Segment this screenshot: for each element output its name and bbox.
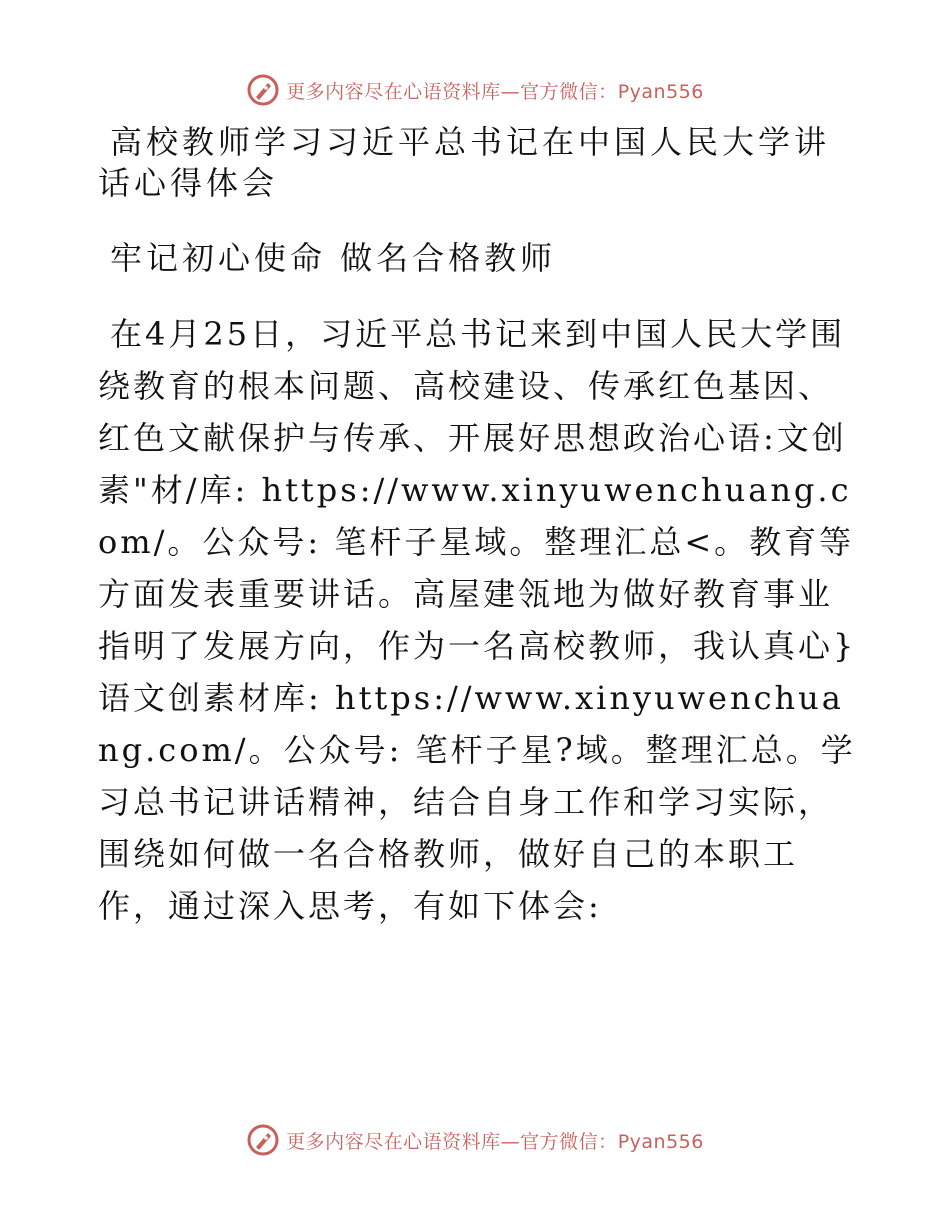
- banner-wechat-label: 官方微信：: [520, 1130, 618, 1153]
- banner-wechat-id: Pyan556: [617, 80, 704, 103]
- document-body: 在4月25日，习近平总书记来到中国人民大学围绕教育的根本问题、高校建设、传承红色基因、红色文献保护与传承、开展好思想政治心语:文创素"材/库: https://www.xinyuwenchuang.com/。公众号: 笔杆子星域。整理汇总<。教育等方面发表重要讲话。高屋建瓴地为做好教育事业指明了发展方向，作为一名高校教师，我认真心}语文创素材库: https://www.xinyuwenchuang.com/。公众号: 笔杆子星?域。整理汇总。学习总书记讲话精神，结合自身工作和学习实际，围绕如何做一名合格教师，做好自己的本职工作，通过深入思考，有如下体会:: [98, 315, 857, 925]
- document-content: [98, 122, 858, 932]
- banner-text: [286, 1127, 704, 1154]
- banner-brand: 更多内容尽在心语资料库: [286, 80, 501, 103]
- pen-nib-logo-icon: [246, 73, 280, 107]
- footer-banner: [0, 1120, 950, 1160]
- document-subtitle: 牢记初心使命 做名合格教师: [110, 239, 557, 277]
- document-title: 高校教师学习习近平总书记在中国人民大学讲话心得体会: [98, 123, 831, 202]
- banner-wechat-id: Pyan556: [617, 1130, 704, 1153]
- banner-wechat-label: 官方微信：: [520, 80, 618, 103]
- header-banner: [0, 70, 950, 110]
- banner-separator: —: [500, 1130, 521, 1153]
- banner-brand: 更多内容尽在心语资料库: [286, 1130, 501, 1153]
- banner-text: [286, 77, 704, 104]
- banner-separator: —: [500, 80, 521, 103]
- pen-nib-logo-icon: [246, 1123, 280, 1157]
